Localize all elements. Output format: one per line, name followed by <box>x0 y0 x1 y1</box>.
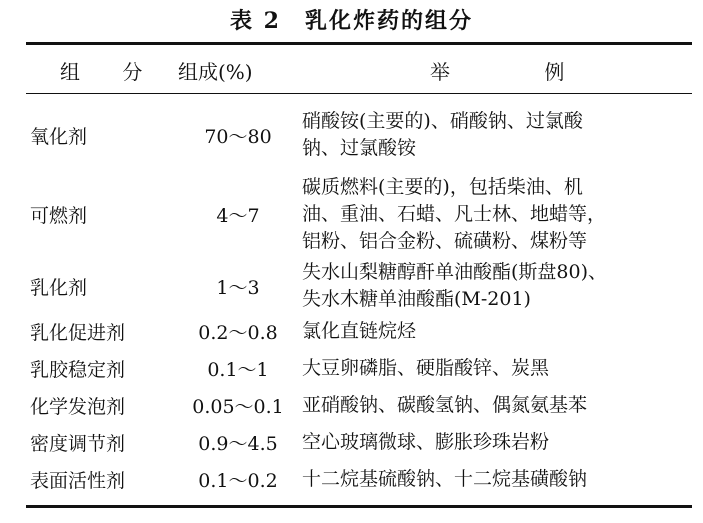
row-composition: 4～7 <box>216 205 260 227</box>
table-title: 表 2 乳化炸药的组分 <box>230 8 473 34</box>
row-composition: 0.1～0.2 <box>198 470 278 492</box>
header-examples: 举 例 <box>430 60 609 84</box>
row-examples <box>302 259 607 313</box>
row-component: 乳化剂 <box>30 277 88 299</box>
example-line: 硝酸铵(主要的)、硝酸钠、过氯酸 <box>302 110 583 132</box>
header-composition: 组成(%) <box>178 60 253 84</box>
row-examples <box>302 429 549 456</box>
example-line: 空心玻璃微球、膨胀珍珠岩粉 <box>302 431 550 453</box>
row-examples <box>302 392 587 419</box>
example-line: 氯化直链烷烃 <box>302 320 417 342</box>
example-line: 失水木糖单油酸酯(M-201) <box>302 288 531 310</box>
row-composition: 1～3 <box>216 277 260 299</box>
row-component: 乳化促进剂 <box>30 322 126 344</box>
top-rule <box>26 42 692 45</box>
bottom-rule <box>26 505 692 508</box>
row-component: 氧化剂 <box>30 126 88 148</box>
row-component: 可燃剂 <box>30 205 88 227</box>
row-examples <box>302 466 587 493</box>
example-line: 亚硝酸钠、碳酸氢钠、偶氮氨基苯 <box>302 394 588 416</box>
row-component: 乳胶稳定剂 <box>30 359 126 381</box>
row-component: 密度调节剂 <box>30 433 126 455</box>
row-examples <box>302 108 583 162</box>
example-line: 铝粉、铝合金粉、硫磺粉、煤粉等 <box>302 230 588 252</box>
row-component: 化学发泡剂 <box>30 396 126 418</box>
example-line: 碳质燃料(主要的)，包括柴油、机 <box>302 176 583 198</box>
row-examples <box>302 318 416 345</box>
row-composition: 0.1～1 <box>207 359 269 381</box>
row-composition: 0.9～4.5 <box>198 433 278 455</box>
row-component: 表面活性剂 <box>30 470 126 492</box>
example-line: 十二烷基硫酸钠、十二烷基磺酸钠 <box>302 468 588 490</box>
example-line: 大豆卵磷脂、硬脂酸锌、炭黑 <box>302 357 550 379</box>
header-component: 组 分 <box>60 60 161 84</box>
row-composition: 0.2～0.8 <box>198 322 278 344</box>
header-rule <box>26 93 692 94</box>
row-composition: 70～80 <box>204 126 272 148</box>
row-examples <box>302 174 606 255</box>
example-line: 油、重油、石蜡、凡士林、地蜡等， <box>302 203 607 225</box>
row-examples <box>302 355 549 382</box>
example-line: 钠、过氯酸铵 <box>302 137 417 159</box>
example-line: 失水山梨糖醇酐单油酸酯(斯盘80)、 <box>302 261 608 283</box>
row-composition: 0.05～0.1 <box>192 396 284 418</box>
